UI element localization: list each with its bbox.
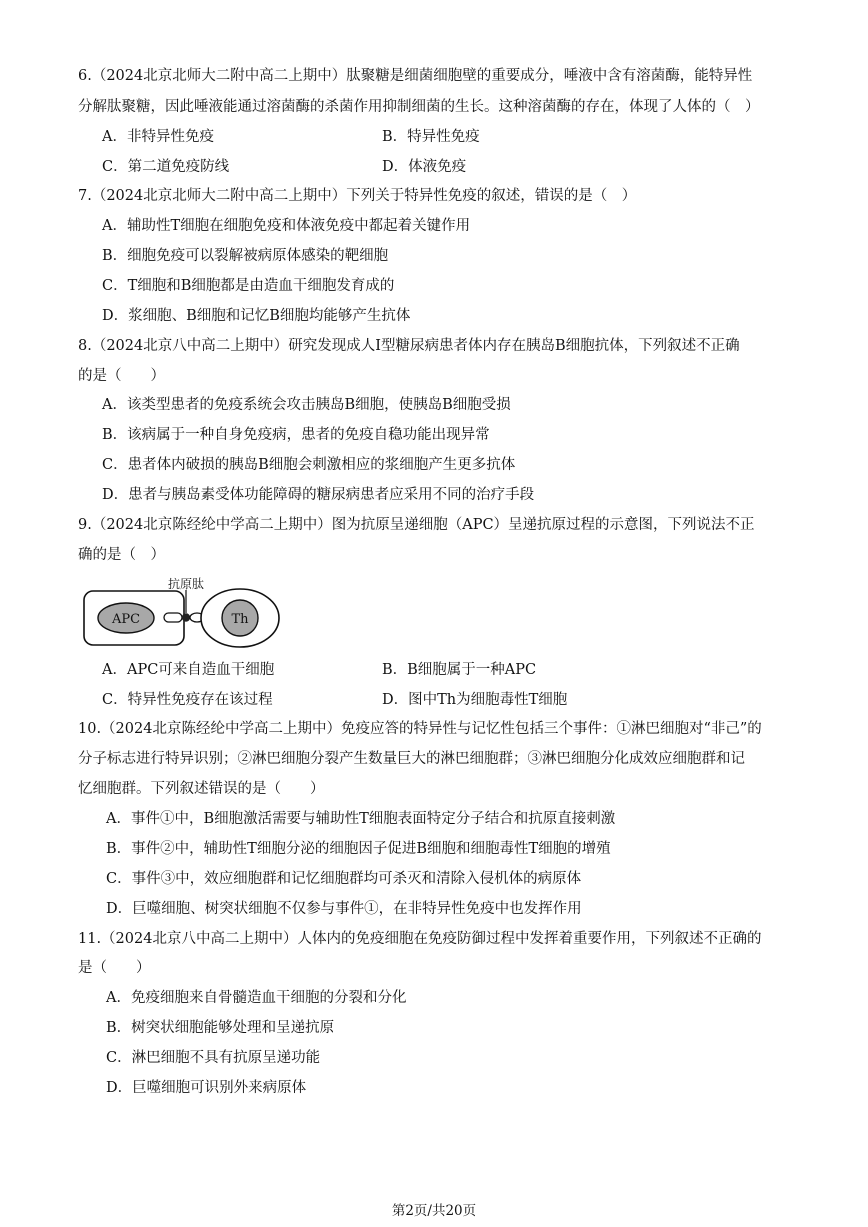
q7-stem-line1: 7.（2024北京北师大二附中高二上期中）下列关于特异性免疫的叙述，错误的是（ ） xyxy=(78,188,637,204)
q10-option-d: D．巨噬细胞、树突状细胞不仅参与事件①，在非特异性免疫中也发挥作用 xyxy=(106,901,582,917)
apc-diagram xyxy=(82,576,292,650)
q6-stem-line2: 分解肽聚糖，因此唾液能通过溶菌酶的杀菌作用抑制细菌的生长。这种溶菌酶的存在，体现了人体的（ ） xyxy=(78,99,760,115)
q8-stem-line2: 的是（ ） xyxy=(78,368,165,384)
q11-stem-line2: 是（ ） xyxy=(78,960,151,976)
q7-option-b: B．细胞免疫可以裂解被病原体感染的靶细胞 xyxy=(102,248,389,264)
antigen-peptide-dot xyxy=(182,613,190,621)
q7-option-d: D．浆细胞、B细胞和记忆B细胞均能够产生抗体 xyxy=(102,308,411,324)
q9-stem-line2: 确的是（ ） xyxy=(78,547,165,563)
q10-stem-line3: 忆细胞群。下列叙述错误的是（ ） xyxy=(78,781,325,797)
q10-option-a: A．事件①中，B细胞激活需要与辅助性T细胞表面特定分子结合和抗原直接刺激 xyxy=(106,811,616,827)
q7-option-c: C．T细胞和B细胞都是由造血干细胞发育成的 xyxy=(102,278,395,294)
q8-option-c: C．患者体内破损的胰岛B细胞会刺激相应的浆细胞产生更多抗体 xyxy=(102,457,516,473)
q10-stem-line2: 分子标志进行特异识别；②淋巴细胞分裂产生数量巨大的淋巴细胞群；③淋巴细胞分化成效应细胞群和记 xyxy=(78,751,745,767)
q7-option-a: A．辅助性T细胞在细胞免疫和体液免疫中都起着关键作用 xyxy=(102,218,471,234)
apc-label: APC xyxy=(111,612,141,627)
q9-option-d: D．图中Th为细胞毒性T细胞 xyxy=(382,692,568,708)
q11-option-d: D．巨噬细胞可识别外来病原体 xyxy=(106,1080,307,1096)
q9-option-a: A．APC可来自造血干细胞 xyxy=(102,662,275,678)
q11-option-c: C．淋巴细胞不具有抗原呈递功能 xyxy=(106,1050,321,1066)
q6-option-b: B．特异性免疫 xyxy=(382,129,480,145)
q10-option-c: C．事件③中，效应细胞群和记忆细胞群均可杀灭和清除入侵机体的病原体 xyxy=(106,871,582,887)
q8-option-b: B．该病属于一种自身免疫病，患者的免疫自稳功能出现异常 xyxy=(102,427,490,443)
apc-diagram-svg xyxy=(82,576,292,650)
q8-option-d: D．患者与胰岛素受体功能障碍的糖尿病患者应采用不同的治疗手段 xyxy=(102,487,535,503)
q11-stem-line1: 11.（2024北京八中高二上期中）人体内的免疫细胞在免疫防御过程中发挥着重要作用，下列叙述不正确的 xyxy=(78,931,762,947)
antigen-label: 抗原肽 xyxy=(167,577,205,591)
q9-option-c: C．特异性免疫存在该过程 xyxy=(102,692,273,708)
page-number: 第2页/共20页 xyxy=(391,1203,477,1219)
q11-option-a: A．免疫细胞来自骨髓造血干细胞的分裂和分化 xyxy=(106,990,407,1006)
q8-stem-line1: 8.（2024北京八中高二上期中）研究发现成人I型糖尿病患者体内存在胰岛B细胞抗体，下列叙述不正确 xyxy=(78,338,740,354)
q10-option-b: B．事件②中，辅助性T细胞分泌的细胞因子促进B细胞和细胞毒性T细胞的增殖 xyxy=(106,841,611,857)
th-label: Th xyxy=(231,612,249,627)
q9-stem-line1: 9.（2024北京陈经纶中学高二上期中）图为抗原呈递细胞（APC）呈递抗原过程的示意图，下列说法不正 xyxy=(78,517,755,533)
q8-option-a: A．该类型患者的免疫系统会攻击胰岛B细胞，使胰岛B细胞受损 xyxy=(102,397,511,413)
q6-option-c: C．第二道免疫防线 xyxy=(102,159,230,175)
q6-stem-line1: 6.（2024北京北师大二附中高二上期中）肽聚糖是细菌细胞壁的重要成分，唾液中含有溶菌酶，能特异性 xyxy=(78,68,753,84)
q11-option-b: B．树突状细胞能够处理和呈递抗原 xyxy=(106,1020,335,1036)
q9-option-b: B．B细胞属于一种APC xyxy=(382,662,537,678)
mhc-receptor xyxy=(164,613,182,622)
q6-option-d: D．体液免疫 xyxy=(382,159,467,175)
q10-stem-line1: 10.（2024北京陈经纶中学高二上期中）免疫应答的特异性与记忆性包括三个事件：①淋巴细胞对“非己”的 xyxy=(78,721,762,737)
q6-option-a: A．非特异性免疫 xyxy=(102,129,214,145)
